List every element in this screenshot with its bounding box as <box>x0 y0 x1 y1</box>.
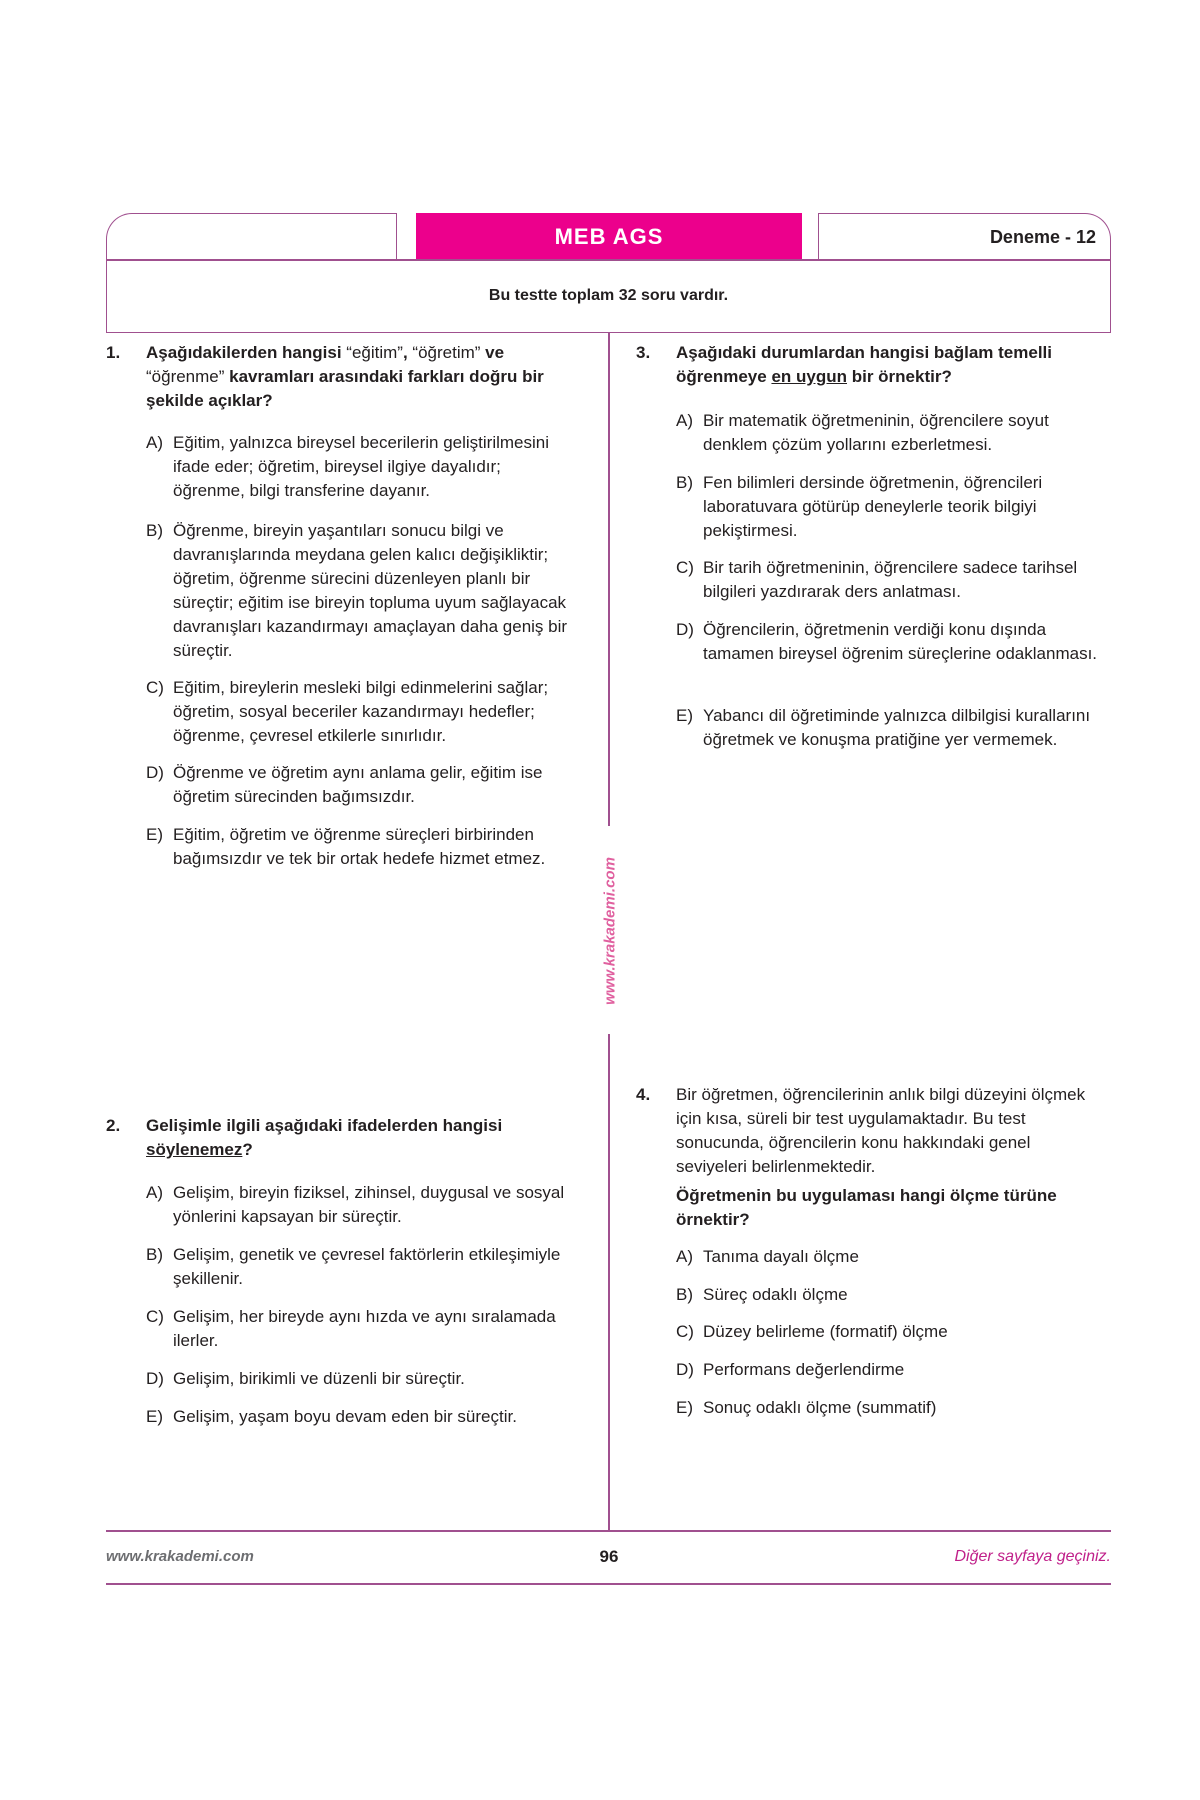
option-a[interactable] <box>146 1181 591 1229</box>
stem-part: ve <box>480 343 505 362</box>
question-3 <box>636 341 1116 749</box>
footer-bottom-rule <box>106 1583 1111 1585</box>
option-letter: B) <box>676 1285 693 1304</box>
option-text: Fen bilimleri dersinde öğretmenin, öğrencileri laboratuvara götürüp deneylerle teorik bilgiyi pekiştirmesi. <box>703 473 1043 540</box>
option-letter: C) <box>676 1322 694 1341</box>
stem-part: Aşağıdakilerden hangisi <box>146 343 347 362</box>
footer-website[interactable]: www.krakademi.com <box>106 1548 254 1565</box>
option-text: Eğitim, bireylerin mesleki bilgi edinmelerini sağlar; öğretim, sosyal beceriler kazandırmayı hedefler; öğrenme, çevresel etkilerle sınırlıdır. <box>173 678 549 745</box>
option-text: Yabancı dil öğretiminde yalnızca dilbilgisi kurallarını öğretmek ve konuşma pratiğine yer vermemek. <box>703 706 1091 749</box>
question-2 <box>106 1114 586 1426</box>
question-4 <box>636 1083 1116 1417</box>
option-b[interactable] <box>146 519 576 663</box>
option-text: Eğitim, öğretim ve öğrenme süreçleri birbirinden bağımsızdır ve tek bir ortak hedefe hizmet etmez. <box>173 825 546 868</box>
next-page-note: Diğer sayfaya geçiniz. <box>954 1548 1111 1565</box>
header-title: MEB AGS <box>416 213 802 261</box>
option-e[interactable] <box>146 1405 591 1429</box>
stem-part: bir örnektir? <box>847 367 952 386</box>
option-text: Süreç odaklı ölçme <box>703 1285 848 1304</box>
option-c[interactable] <box>146 676 576 748</box>
option-letter: E) <box>676 1398 693 1417</box>
option-text: Gelişim, yaşam boyu devam eden bir süreçtir. <box>173 1407 517 1426</box>
option-b[interactable] <box>146 1243 591 1291</box>
option-letter: B) <box>676 473 693 492</box>
option-text: Gelişim, genetik ve çevresel faktörlerin etkileşimiyle şekillenir. <box>173 1245 561 1288</box>
option-e[interactable] <box>676 1396 1116 1420</box>
stem-part: Gelişimle ilgili aşağıdaki ifadelerden hangisi <box>146 1116 503 1135</box>
stem-part: Bir öğretmen, öğrencilerinin anlık bilgi düzeyini ölçmek için kısa, süreli bir test uygulamaktadır. Bu test sonucunda, öğrencilerin konu hakkındaki genel seviyeleri belirlenmektedir. <box>676 1085 1086 1176</box>
option-letter: C) <box>146 678 164 697</box>
option-letter: C) <box>146 1307 164 1326</box>
option-text: Sonuç odaklı ölçme (summatif) <box>703 1398 937 1417</box>
option-letter: B) <box>146 1245 163 1264</box>
column-divider-bottom <box>608 1034 610 1530</box>
question-stem <box>146 1114 546 1162</box>
stem-part: “öğrenme” <box>146 367 225 386</box>
question-stem <box>676 341 1076 389</box>
option-text: Performans değerlendirme <box>703 1360 905 1379</box>
stem-part: Aşağıdaki durumlardan hangisi bağlam temelli öğrenmeye <box>676 343 1052 386</box>
option-text: Öğrencilerin, öğretmenin verdiği konu dışında tamamen bireysel öğrenim süreçlerine odaklanması. <box>703 620 1098 663</box>
header-exam-label: Deneme - 12 <box>818 213 1111 260</box>
option-letter: C) <box>676 558 694 577</box>
question-number: 2. <box>106 1116 121 1135</box>
option-d[interactable] <box>146 1367 591 1391</box>
test-info-text: Bu testte toplam 32 soru vardır. <box>488 287 729 304</box>
option-letter: A) <box>146 433 163 452</box>
option-a[interactable] <box>676 409 1116 457</box>
stem-emphasis: en uygun <box>771 367 847 386</box>
stem-part: kavramları arasındaki farkları doğru bir şekilde açıklar? <box>146 367 544 410</box>
question-number: 3. <box>636 343 651 362</box>
option-text: Bir matematik öğretmeninin, öğrencilere soyut denklem çözüm yollarını ezberletmesi. <box>703 411 1049 454</box>
header-left-tab <box>106 213 397 260</box>
stem-emphasis: söylenemez <box>146 1140 243 1159</box>
stem-part: “öğretim” <box>412 343 481 362</box>
option-c[interactable] <box>676 1320 1116 1344</box>
question-1 <box>106 341 576 868</box>
option-c[interactable] <box>146 1305 591 1353</box>
option-d[interactable] <box>146 761 576 809</box>
question-number: 4. <box>636 1085 651 1104</box>
option-a[interactable] <box>146 431 576 503</box>
column-divider-top <box>608 333 610 826</box>
option-letter: D) <box>146 763 164 782</box>
option-a[interactable] <box>676 1245 1116 1269</box>
question-stem <box>676 1083 1086 1179</box>
option-text: Bir tarih öğretmeninin, öğrencilere sadece tarihsel bilgileri yazdırarak ders anlatması. <box>703 558 1078 601</box>
option-letter: A) <box>676 1247 693 1266</box>
option-text: Gelişim, bireyin fiziksel, zihinsel, duygusal ve sosyal yönlerini kapsayan bir süreçtir. <box>173 1183 565 1226</box>
page-number: 96 <box>599 1547 619 1566</box>
option-b[interactable] <box>676 471 1116 543</box>
test-info-box <box>106 259 1111 333</box>
option-text: Gelişim, birikimli ve düzenli bir süreçtir. <box>173 1369 465 1388</box>
option-b[interactable] <box>676 1283 1116 1307</box>
option-letter: E) <box>146 825 163 844</box>
option-letter: A) <box>146 1183 163 1202</box>
option-text: Düzey belirleme (formatif) ölçme <box>703 1322 948 1341</box>
option-text: Eğitim, yalnızca bireysel becerilerin geliştirilmesini ifade eder; öğretim, bireysel ilgiye dayalıdır; öğrenme, bilgi transferine dayanır. <box>173 433 550 500</box>
option-c[interactable] <box>676 556 1116 604</box>
watermark-text: www.krakademi.com <box>601 857 619 1005</box>
stem-part: “eğitim” <box>346 343 403 362</box>
option-letter: B) <box>146 521 163 540</box>
option-text: Öğrenme ve öğretim aynı anlama gelir, eğitim ise öğretim sürecinden bağımsızdır. <box>173 763 543 806</box>
option-text: Gelişim, her bireyde aynı hızda ve aynı sıralamada ilerler. <box>173 1307 556 1350</box>
option-d[interactable] <box>676 618 1116 666</box>
option-e[interactable] <box>676 704 1121 752</box>
header-divider <box>106 259 1111 261</box>
option-e[interactable] <box>146 823 576 871</box>
option-letter: D) <box>676 620 694 639</box>
question-stem <box>146 341 576 413</box>
footer-top-rule <box>106 1530 1111 1532</box>
option-text: Tanıma dayalı ölçme <box>703 1247 859 1266</box>
option-d[interactable] <box>676 1358 1116 1382</box>
option-letter: E) <box>146 1407 163 1426</box>
option-text: Öğrenme, bireyin yaşantıları sonucu bilgi ve davranışlarında meydana gelen kalıcı değişikliktir; öğretim, öğrenme sürecini düzenleyen planlı bir süreçtir; eğitim ise bireyin topluma uyum sağlayacak davranışları kazandırmayı amaçlayan daha geniş bir süreçtir. <box>173 521 568 660</box>
option-letter: D) <box>146 1369 164 1388</box>
option-letter: E) <box>676 706 693 725</box>
question-prompt: Öğretmenin bu uygulaması hangi ölçme türüne örnektir? <box>676 1186 1057 1229</box>
question-number: 1. <box>106 343 121 362</box>
stem-part: , <box>402 343 413 362</box>
option-letter: D) <box>676 1360 694 1379</box>
stem-part: ? <box>242 1140 253 1159</box>
option-letter: A) <box>676 411 693 430</box>
watermark <box>555 848 665 1014</box>
